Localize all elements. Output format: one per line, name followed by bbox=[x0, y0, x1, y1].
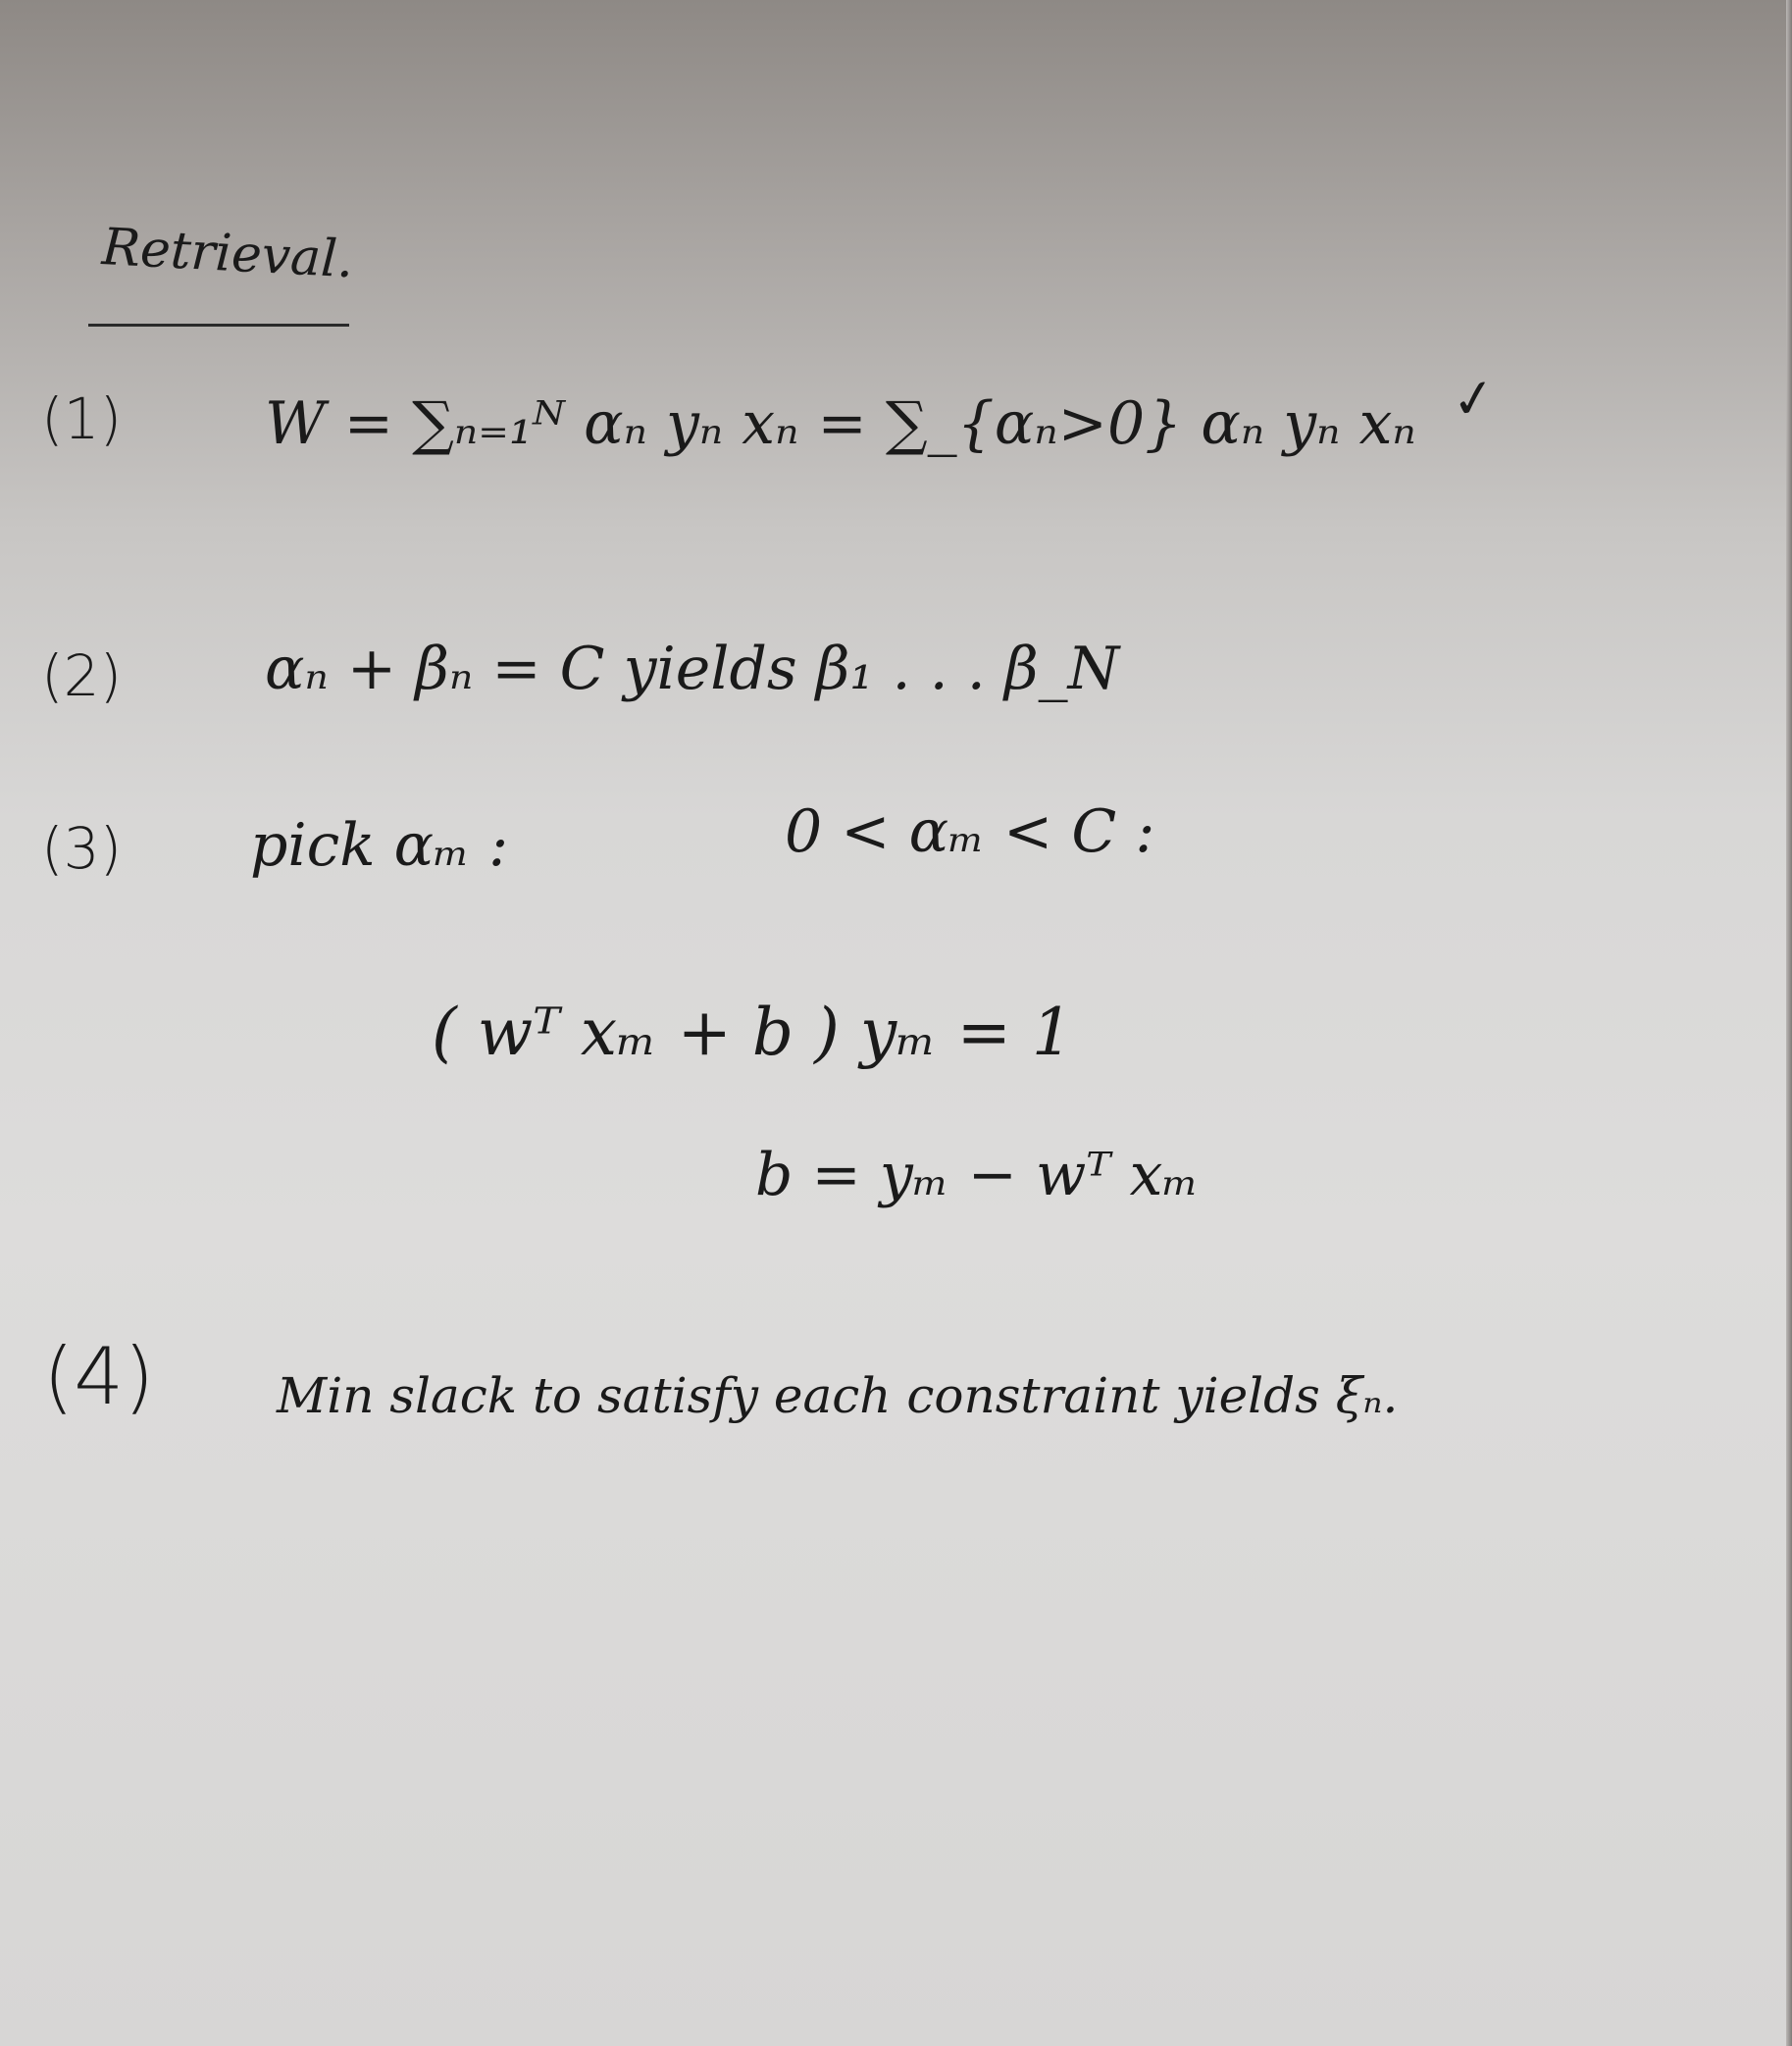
title-underline bbox=[88, 324, 349, 327]
equation-alpha-beta: αₙ + βₙ = C yields β₁ . . . β_N bbox=[265, 635, 1120, 703]
equation-b: b = yₘ − wᵀ xₘ bbox=[755, 1141, 1200, 1209]
pick-alpha-text: pick αₘ : bbox=[250, 811, 509, 880]
item-number-1: (1) bbox=[41, 385, 123, 452]
item-number-3: (3) bbox=[41, 815, 123, 882]
slack-statement: Min slack to satisfy each constraint yields ξₙ. bbox=[277, 1367, 1399, 1424]
item-number-2: (2) bbox=[41, 642, 123, 709]
page-edge-shadow bbox=[1786, 0, 1792, 2046]
check-mark-icon: ✓ bbox=[1447, 365, 1501, 433]
page-title: Retrieval. bbox=[100, 218, 355, 290]
alpha-condition: 0 < αₘ < C : bbox=[785, 797, 1155, 866]
equation-w-sum: W = ∑ₙ₌₁ᴺ αₙ yₙ xₙ = ∑_{αₙ>0} αₙ yₙ xₙ bbox=[265, 389, 1416, 458]
equation-margin: ( wᵀ xₘ + b ) yₘ = 1 bbox=[432, 995, 1073, 1070]
item-number-4: (4) bbox=[43, 1331, 155, 1422]
